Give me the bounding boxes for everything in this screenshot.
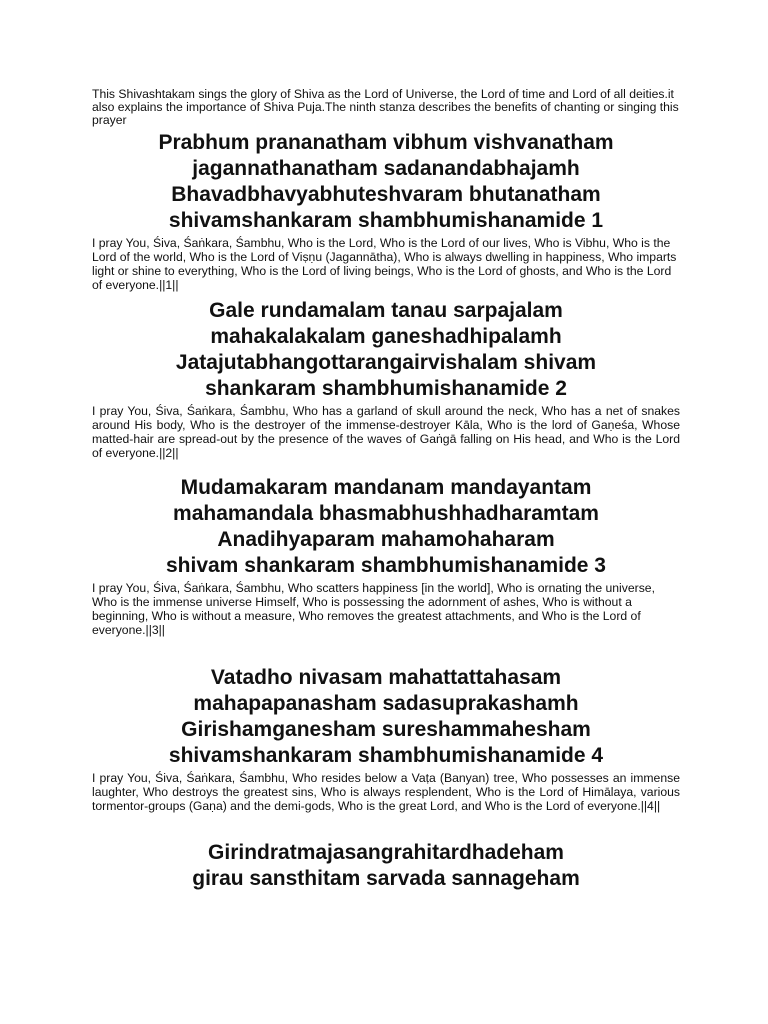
verse-line: Bhavadbhavyabhuteshvaram bhutanatham — [171, 182, 601, 206]
verse-line: shivamshankaram shambhumishanamide 1 — [168, 208, 604, 232]
stanza-3-verse — [92, 475, 680, 579]
verse-line: Mudamakaram mandanam mandayantam — [180, 475, 592, 499]
verse-line: shivam shankaram shambhumishanamide 3 — [165, 553, 606, 577]
verse-line: Anadihyaparam mahamohaharam — [217, 527, 555, 551]
stanza-1-verse — [92, 130, 680, 234]
stanza-4-meaning: I pray You, Śiva, Śaṅkara, Śambhu, Who resides below a Vaṭa (Banyan) tree, Who possesses an immense laughter, Who destroys the greatest sins, Who is always resplendent, Who is the Lord of Himālaya, various tormentor-groups (Gaṇa) and the demi-gods, Who is the great Lord, and Who is the Lord of everyone.||4|| — [92, 770, 680, 813]
document-page — [92, 88, 680, 892]
stanza-2-verse — [92, 298, 680, 402]
spacer — [92, 813, 680, 840]
spacer — [92, 637, 680, 665]
verse-line: Vatadho nivasam mahattattahasam — [210, 665, 562, 689]
verse-line: girau sansthitam sarvada sannageham — [192, 866, 580, 890]
stanza-1-meaning: I pray You, Śiva, Śaṅkara, Śambhu, Who is the Lord, Who is the Lord of our lives, Who is Vibhu, Who is the Lord of the world, Who is the Lord of Viṣṇu (Jagannātha), Who is always dwelling in happiness, Who imparts light or shine to everything, Who is the Lord of living beings, Who is the Lord of ghosts, and Who is the Lord of everyone.||1|| — [92, 235, 677, 292]
stanza-5-verse — [92, 840, 680, 892]
stanza-2-meaning: I pray You, Śiva, Śaṅkara, Śambhu, Who has a garland of skull around the neck, Who has a net of snakes around His body, Who is the destroyer of the immense-destroyer Kāla, Who is the lord of Gaṇeśa, Whose matted-hair are spread-out by the presence of the waves of Gaṅgā falling on His head, and Who is the Lord of everyone.||2|| — [92, 403, 680, 460]
verse-line: jagannathanatham sadanandabhajamh — [192, 156, 580, 180]
verse-line: Girindratmajasangrahitardhadeham — [208, 840, 564, 864]
verse-line: Jatajutabhangottarangairvishalam shivam — [175, 350, 597, 374]
stanza-3-meaning: I pray You, Śiva, Śaṅkara, Śambhu, Who scatters happiness [in the world], Who is ornating the universe, Who is the immense universe Himself, Who is possessing the adornment of ashes, Who is without a beginning, Who is without a measure, Who removes the greatest attachments, and Who is the Lord of everyone.||3|| — [92, 580, 655, 637]
verse-line: Prabhum prananatham vibhum vishvanatham — [158, 130, 614, 154]
verse-line: mahamandala bhasmabhushhadharamtam — [173, 501, 599, 525]
verse-line: shankaram shambhumishanamide 2 — [205, 376, 567, 400]
spacer — [92, 460, 680, 475]
verse-line: mahapapanasham sadasuprakashamh — [193, 691, 579, 715]
verse-line: Gale rundamalam tanau sarpajalam — [209, 298, 563, 322]
stanza-4-verse — [92, 665, 680, 769]
verse-line: mahakalakalam ganeshadhipalamh — [210, 324, 562, 348]
verse-line: Girishamganesham sureshammahesham — [181, 717, 591, 741]
intro-paragraph: This Shivashtakam sings the glory of Shiva as the Lord of Universe, the Lord of time and Lord of all deities.it also explains the importance of Shiva Puja.The ninth stanza describes the benefits of chanting or singing this prayer — [92, 87, 679, 128]
verse-line: shivamshankaram shambhumishanamide 4 — [168, 743, 604, 767]
